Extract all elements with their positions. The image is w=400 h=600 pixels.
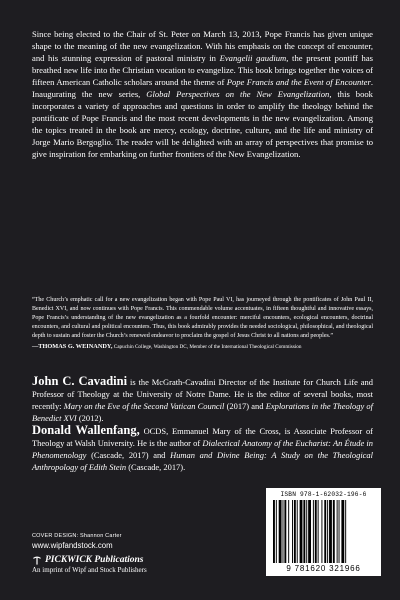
publisher-imprint: An imprint of Wipf and Stock Publishers [32, 566, 147, 574]
author-bio-text: (2012). [76, 413, 104, 423]
author-bio-text: is the McGrath-Cavadini Director of the Institute for Church Life and Professor of Theology at the University of Notre Dame. He is the editor of several books, most recently: [32, 377, 373, 411]
endorser-affiliation: Capuchin College, Washington DC, Member of the International Theological Commission [112, 344, 302, 351]
description-title-3: Global Perspectives on the New Evangelization [146, 89, 330, 99]
description-text: , this book incorporates a variety of approaches and questions in order to amplify the theology behind the pontificate of Pope Francis and the most recent developments in the new evangelization. Among the topics treated in the book are mercy, ecology, doctrine, culture, and the life and ministry of Jorge Mario Bergoglio. The reader will be delighted with an array of perspectives that promise to give inspiration for embarking on further frontiers of the New Evangelization. [32, 89, 373, 159]
publisher-name: PICKWICK Publications [45, 555, 144, 565]
publisher-logo-row [32, 555, 232, 565]
author-book-title: Dialectical Anatomy of the Eucharist: An Étude in Phenomenology [32, 438, 373, 460]
book-description [32, 28, 373, 160]
description-title-1: Evangelii gaudium [219, 53, 287, 63]
pickaxe-logo-icon [32, 555, 42, 565]
isbn-barcode [266, 488, 381, 576]
endorsement-blurb [32, 296, 373, 353]
barcode-digits: 9 781620 321966 [286, 564, 361, 573]
cover-design-credit: COVER DESIGN: Shannon Carter [32, 533, 122, 539]
author-book-title: Explorations in the Theology of Benedict XVI [32, 401, 373, 423]
author-book-title: Human and Divine Being: A Study on the Theological Anthropology of Edith Stein [32, 450, 373, 472]
barcode-bars-icon [272, 500, 375, 563]
author-bio-text: (2017) and [224, 401, 266, 411]
description-text: Since being elected to the Chair of St. Peter on March 13, 2013, Pope Francis has given unique shape to the meaning of the new evangelization. With his emphasis on the concept of encounter, and his stunning expression of pastoral ministry in [32, 29, 373, 63]
publisher-website-link[interactable]: www.wipfandstock.com [32, 541, 113, 550]
endorsement-quote: “The Church’s emphatic call for a new evangelization began with Pope Paul VI, has journeyed through the pontificates of John Paul II, Benedict XVI, and now continues with Pope Francis. This commendable volume accentuates, in fifteen thoughtful and innovative essays, Pope Francis’s understanding of the new evangelization as a fourfold encounter: merciful encounters, ecological encounters, doctrinal encounters, and cultural and political encounters. Thus, this book admirably provides the needed sociological, philosophical, and theological depth to sustain and foster the Church’s renewed endeavor to proclaim the gospel of Jesus Christ to all nations and peoples.” [32, 297, 373, 340]
description-title-2: Pope Francis and the Event of Encounter [226, 77, 371, 87]
author-book-title: Mary on the Eve of the Second Vatican Council [63, 401, 225, 411]
author-bio-1 [32, 375, 373, 424]
author-name: John C. Cavadini [32, 374, 128, 388]
author-bio-text: OCDS, Emmanuel Mary of the Cross, is Associate Professor of Theology at Walsh University. He is the author of [32, 426, 373, 448]
endorser-name: —THOMAS G. WEINANDY, [32, 343, 113, 351]
author-name: Donald Wallenfang, [32, 423, 140, 437]
description-text: . Inaugurating the new series, [32, 77, 373, 99]
description-text: , the present pontiff has breathed new life into the Christian vocation to evangelize. This book brings together the voices of fifteen American Catholic scholars around the theme of [32, 53, 373, 87]
author-bio-text: (Cascade, 2017). [126, 462, 186, 472]
author-bio-2 [32, 424, 373, 473]
isbn-number: ISBN 978-1-62032-196-6 [280, 491, 367, 498]
author-bio-text: (Cascade, 2017) and [86, 450, 171, 460]
endorsement-attribution [32, 342, 373, 352]
publisher-credits [32, 533, 232, 575]
